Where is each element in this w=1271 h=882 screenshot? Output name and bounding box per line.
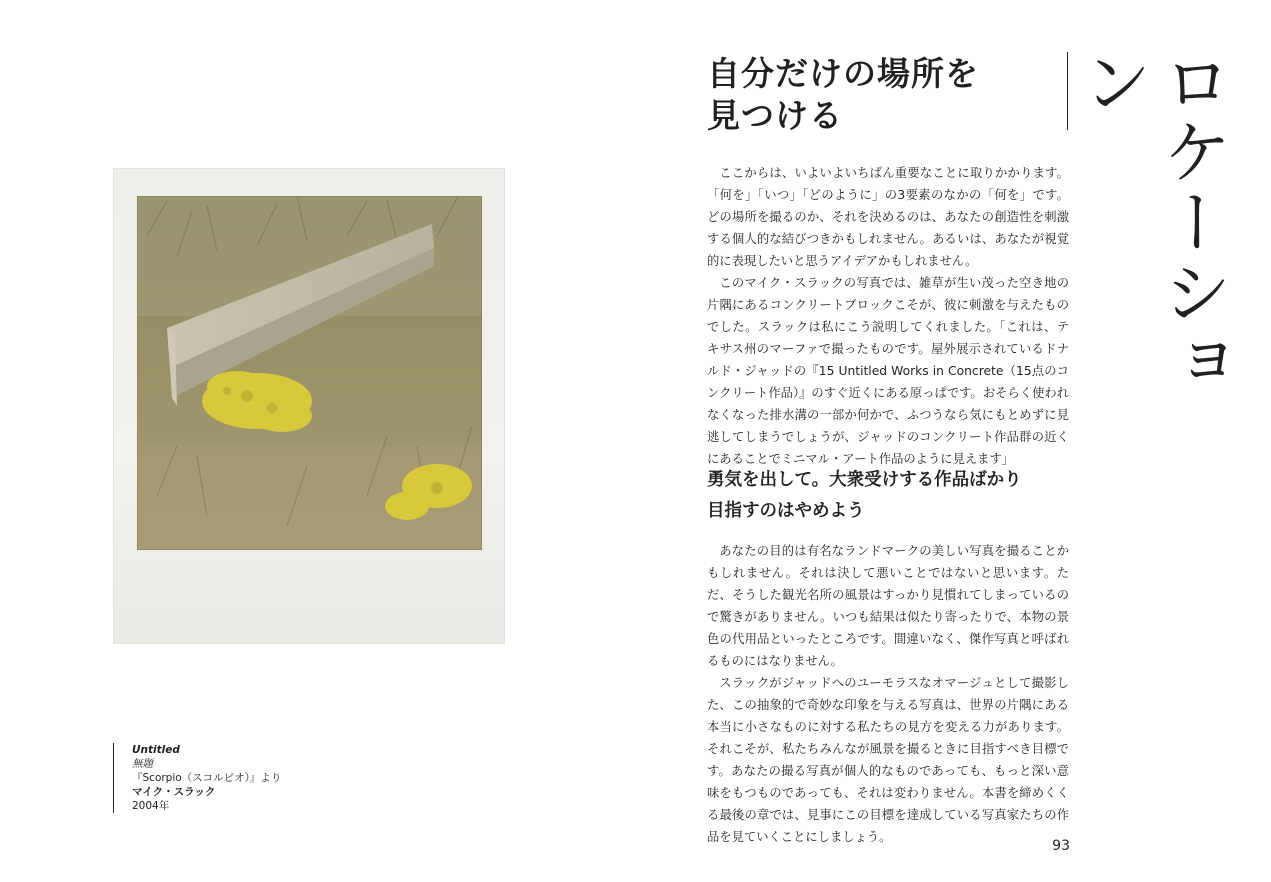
caption-author: マイク・スラック [132, 786, 216, 798]
caption-source: 『Scorpio（スコルピオ）』より [132, 772, 282, 784]
paragraph: ここからは、いよいよいちばん重要なことに取りかかります。「何を」「いつ」「どのように」の3要素のなかの「何を」です。どの場所を撮るのか、それを決めるのは、あなたの創造性を刺激する個人的な結びつきかもしれません。あるいは、あなたが視覚的に表現したいと思うアイデアかもしれません。 [707, 166, 1069, 268]
paragraph: このマイク・スラックの写真では、雑草が生い茂った空き地の片隅にあるコンクリートブロックこそが、彼に刺激を与えたものでした。スラックは私にこう説明してくれました。「これは、テキサス州のマーファで撮ったものです。屋外展示されているドナルド・ジャッドの『15 Untitled Works in Concrete（15点のコンクリート作品）』のすぐ近くにある原っぱです。おそらく使われなくなった排水溝の一部か何かで、ふつうなら気にもとめずに見逃してしまうでしょうが、ジャッドのコンクリート作品群の近くにあることでミニマル・アート作品のように見えます」 [707, 276, 1069, 466]
subheading [707, 465, 1069, 527]
section-heading [707, 53, 1047, 137]
photo-caption [113, 743, 281, 813]
body-text-section-1 [707, 162, 1069, 470]
body-text-section-2 [707, 540, 1069, 848]
chapter-title: ロケーション [1071, 46, 1233, 396]
heading-divider [1067, 52, 1068, 130]
caption-japanese-title: 無題 [132, 758, 153, 770]
subheading-line-1: 勇気を出して。大衆受けする作品ばかり [707, 470, 1022, 490]
heading-line-1: 自分だけの場所を [707, 54, 979, 93]
caption-year: 2004年 [132, 800, 170, 812]
page-number: 93 [1052, 838, 1070, 854]
concrete-block-photo [137, 196, 482, 550]
caption-title: Untitled [132, 744, 180, 756]
heading-line-2: 見つける [707, 96, 843, 135]
paragraph: あなたの目的は有名なランドマークの美しい写真を撮ることかもしれません。それは決して悪いことではないと思います。ただ、そうした観光名所の風景はすっかり見慣れてしまっているので驚きがありません。いつも結果は似たり寄ったりで、本物の景色の代用品といったところです。間違いなく、傑作写真と呼ばれるものにはなりません。 [707, 544, 1069, 668]
paragraph: スラックがジャッドへのユーモラスなオマージュとして撮影した、この抽象的で奇妙な印象を与える写真は、世界の片隅にある本当に小さなものに対する私たちの見方を変える力があります。それこそが、私たちみんなが風景を撮るときに目指すべき目標です。あなたの撮る写真が個人的なものであっても、もっと深い意味をもつものであっても、それは変わりません。本書を締めくくる最後の章では、見事にこの目標を達成している写真家たちの作品を見ていくことにしましょう。 [707, 676, 1069, 844]
subheading-line-2: 目指すのはやめよう [707, 501, 865, 521]
